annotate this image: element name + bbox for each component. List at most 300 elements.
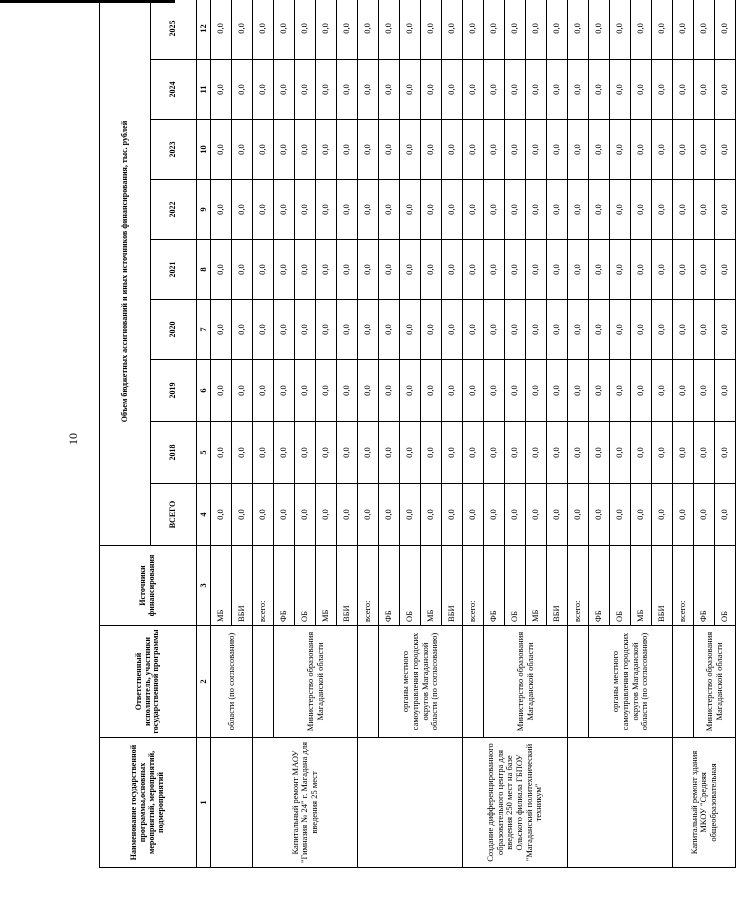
value-cell: 0,0 <box>442 422 463 484</box>
table-row <box>673 0 694 868</box>
source-cell: ВБИ <box>442 546 463 626</box>
value-cell: 0,0 <box>358 180 379 240</box>
value-cell: 0,0 <box>505 360 526 422</box>
value-cell: 0,0 <box>316 180 337 240</box>
value-cell: 0,0 <box>232 120 253 180</box>
value-cell: 0,0 <box>400 300 421 360</box>
value-cell: 0,0 <box>484 422 505 484</box>
executor-cell <box>568 626 589 738</box>
source-cell: ФБ <box>274 546 295 626</box>
value-cell: 0,0 <box>442 180 463 240</box>
value-cell: 0,0 <box>526 60 547 120</box>
header-year: 2025 <box>151 0 197 60</box>
value-cell: 0,0 <box>547 120 568 180</box>
source-cell: МБ <box>316 546 337 626</box>
value-cell: 0,0 <box>295 180 316 240</box>
value-cell: 0,0 <box>232 422 253 484</box>
value-cell: 0,0 <box>589 0 610 60</box>
table-row <box>568 0 589 868</box>
value-cell: 0,0 <box>568 484 589 546</box>
value-cell: 0,0 <box>547 422 568 484</box>
value-cell: 0,0 <box>526 360 547 422</box>
value-cell: 0,0 <box>211 300 232 360</box>
value-cell: 0,0 <box>673 422 694 484</box>
value-cell: 0,0 <box>316 60 337 120</box>
table-row <box>484 0 505 868</box>
value-cell: 0,0 <box>610 120 631 180</box>
value-cell: 0,0 <box>253 60 274 120</box>
value-cell: 0,0 <box>631 422 652 484</box>
value-cell: 0,0 <box>568 0 589 60</box>
program-name-cell <box>358 738 463 868</box>
value-cell: 0,0 <box>337 484 358 546</box>
column-number: 7 <box>197 300 211 360</box>
value-cell: 0,0 <box>211 60 232 120</box>
value-cell: 0,0 <box>295 120 316 180</box>
value-cell: 0,0 <box>484 180 505 240</box>
value-cell: 0,0 <box>295 300 316 360</box>
value-cell: 0,0 <box>442 0 463 60</box>
value-cell: 0,0 <box>715 240 736 300</box>
value-cell: 0,0 <box>484 484 505 546</box>
value-cell: 0,0 <box>589 422 610 484</box>
value-cell: 0,0 <box>610 300 631 360</box>
value-cell: 0,0 <box>568 60 589 120</box>
value-cell: 0,0 <box>358 422 379 484</box>
value-cell: 0,0 <box>253 0 274 60</box>
value-cell: 0,0 <box>673 120 694 180</box>
column-number: 6 <box>197 360 211 422</box>
value-cell: 0,0 <box>379 120 400 180</box>
value-cell: 0,0 <box>568 300 589 360</box>
value-cell: 0,0 <box>652 180 673 240</box>
source-cell: ФБ <box>484 546 505 626</box>
value-cell: 0,0 <box>442 240 463 300</box>
value-cell: 0,0 <box>463 422 484 484</box>
value-cell: 0,0 <box>715 360 736 422</box>
value-cell: 0,0 <box>631 484 652 546</box>
value-cell: 0,0 <box>211 120 232 180</box>
value-cell: 0,0 <box>316 240 337 300</box>
value-cell: 0,0 <box>631 180 652 240</box>
value-cell: 0,0 <box>673 0 694 60</box>
source-cell: ФБ <box>379 546 400 626</box>
value-cell: 0,0 <box>673 60 694 120</box>
value-cell: 0,0 <box>295 484 316 546</box>
value-cell: 0,0 <box>211 180 232 240</box>
value-cell: 0,0 <box>463 0 484 60</box>
value-cell: 0,0 <box>463 300 484 360</box>
column-number: 5 <box>197 422 211 484</box>
value-cell: 0,0 <box>547 60 568 120</box>
value-cell: 0,0 <box>694 120 715 180</box>
value-cell: 0,0 <box>484 240 505 300</box>
value-cell: 0,0 <box>715 180 736 240</box>
value-cell: 0,0 <box>442 60 463 120</box>
value-cell: 0,0 <box>505 484 526 546</box>
value-cell: 0,0 <box>442 120 463 180</box>
column-number: 9 <box>197 180 211 240</box>
value-cell: 0,0 <box>505 422 526 484</box>
value-cell: 0,0 <box>379 484 400 546</box>
value-cell: 0,0 <box>694 60 715 120</box>
value-cell: 0,0 <box>358 300 379 360</box>
value-cell: 0,0 <box>568 240 589 300</box>
value-cell: 0,0 <box>421 300 442 360</box>
source-cell: ОБ <box>715 546 736 626</box>
value-cell: 0,0 <box>379 180 400 240</box>
value-cell: 0,0 <box>484 300 505 360</box>
value-cell: 0,0 <box>358 240 379 300</box>
value-cell: 0,0 <box>631 240 652 300</box>
source-cell: ОБ <box>400 546 421 626</box>
value-cell: 0,0 <box>442 360 463 422</box>
value-cell: 0,0 <box>211 240 232 300</box>
value-cell: 0,0 <box>274 422 295 484</box>
column-number: 3 <box>197 546 211 626</box>
header-year: 2023 <box>151 120 197 180</box>
value-cell: 0,0 <box>505 300 526 360</box>
value-cell: 0,0 <box>463 180 484 240</box>
value-cell: 0,0 <box>715 484 736 546</box>
executor-cell <box>253 626 274 738</box>
value-cell: 0,0 <box>400 180 421 240</box>
value-cell: 0,0 <box>400 484 421 546</box>
value-cell: 0,0 <box>274 0 295 60</box>
table-row <box>589 0 610 868</box>
source-cell: МБ <box>526 546 547 626</box>
value-cell: 0,0 <box>505 180 526 240</box>
value-cell: 0,0 <box>652 484 673 546</box>
value-cell: 0,0 <box>274 180 295 240</box>
value-cell: 0,0 <box>589 300 610 360</box>
value-cell: 0,0 <box>316 360 337 422</box>
value-cell: 0,0 <box>253 300 274 360</box>
value-cell: 0,0 <box>316 422 337 484</box>
value-cell: 0,0 <box>232 360 253 422</box>
value-cell: 0,0 <box>379 422 400 484</box>
value-cell: 0,0 <box>673 240 694 300</box>
value-cell: 0,0 <box>589 240 610 300</box>
value-cell: 0,0 <box>442 484 463 546</box>
value-cell: 0,0 <box>232 300 253 360</box>
value-cell: 0,0 <box>421 180 442 240</box>
value-cell: 0,0 <box>337 300 358 360</box>
value-cell: 0,0 <box>211 422 232 484</box>
value-cell: 0,0 <box>379 300 400 360</box>
value-cell: 0,0 <box>421 240 442 300</box>
value-cell: 0,0 <box>232 240 253 300</box>
value-cell: 0,0 <box>547 484 568 546</box>
executor-cell <box>358 626 379 738</box>
value-cell: 0,0 <box>400 240 421 300</box>
value-cell: 0,0 <box>694 240 715 300</box>
program-name-cell: Капитальный ремонт здания МКОУ "Средняя общеобразовательная <box>673 738 736 868</box>
header-name: Наименование государственной программы,основных мероприятий, мероприятий, подмероприятий <box>100 738 197 868</box>
value-cell: 0,0 <box>463 60 484 120</box>
value-cell: 0,0 <box>694 300 715 360</box>
value-cell: 0,0 <box>484 120 505 180</box>
value-cell: 0,0 <box>337 422 358 484</box>
executor-cell: органы местного самоуправления городских округов Магаданской области (по согласованию) <box>379 626 463 738</box>
source-cell: всего: <box>253 546 274 626</box>
value-cell: 0,0 <box>568 360 589 422</box>
source-cell: ВБИ <box>547 546 568 626</box>
source-cell: ВБИ <box>337 546 358 626</box>
value-cell: 0,0 <box>526 422 547 484</box>
value-cell: 0,0 <box>358 120 379 180</box>
value-cell: 0,0 <box>547 0 568 60</box>
value-cell: 0,0 <box>610 422 631 484</box>
value-cell: 0,0 <box>715 0 736 60</box>
value-cell: 0,0 <box>421 120 442 180</box>
executor-cell: Министерство образования Магаданской области <box>274 626 358 738</box>
value-cell: 0,0 <box>589 360 610 422</box>
value-cell: 0,0 <box>253 240 274 300</box>
value-cell: 0,0 <box>631 360 652 422</box>
value-cell: 0,0 <box>694 484 715 546</box>
value-cell: 0,0 <box>253 360 274 422</box>
value-cell: 0,0 <box>274 120 295 180</box>
executor-cell: области (по согласованию) <box>211 626 253 738</box>
value-cell: 0,0 <box>526 0 547 60</box>
value-cell: 0,0 <box>631 120 652 180</box>
value-cell: 0,0 <box>715 120 736 180</box>
value-cell: 0,0 <box>295 422 316 484</box>
table-row <box>379 0 400 868</box>
value-cell: 0,0 <box>505 0 526 60</box>
header-year: 2022 <box>151 180 197 240</box>
value-cell: 0,0 <box>589 60 610 120</box>
table-row <box>211 0 232 868</box>
value-cell: 0,0 <box>463 240 484 300</box>
value-cell: 0,0 <box>232 484 253 546</box>
value-cell: 0,0 <box>526 120 547 180</box>
source-cell: МБ <box>211 546 232 626</box>
value-cell: 0,0 <box>589 484 610 546</box>
value-cell: 0,0 <box>358 60 379 120</box>
value-cell: 0,0 <box>715 422 736 484</box>
value-cell: 0,0 <box>232 180 253 240</box>
value-cell: 0,0 <box>463 120 484 180</box>
column-number: 4 <box>197 484 211 546</box>
value-cell: 0,0 <box>421 0 442 60</box>
header-source: Источники финансирования <box>100 546 197 626</box>
value-cell: 0,0 <box>421 360 442 422</box>
value-cell: 0,0 <box>442 300 463 360</box>
value-cell: 0,0 <box>673 360 694 422</box>
source-cell: ОБ <box>610 546 631 626</box>
value-cell: 0,0 <box>337 180 358 240</box>
header-executor: Ответственный исполнитель, участники государственной программы <box>100 626 197 738</box>
value-cell: 0,0 <box>484 360 505 422</box>
executor-cell: Министерство образования Магаданской области <box>484 626 568 738</box>
value-cell: 0,0 <box>337 0 358 60</box>
header-volume: Объем бюджетных ассигнований и иных источников финансирования, тыс. рублей <box>100 0 151 546</box>
value-cell: 0,0 <box>547 300 568 360</box>
source-cell: всего: <box>463 546 484 626</box>
value-cell: 0,0 <box>337 60 358 120</box>
value-cell: 0,0 <box>274 240 295 300</box>
value-cell: 0,0 <box>274 360 295 422</box>
value-cell: 0,0 <box>379 60 400 120</box>
value-cell: 0,0 <box>694 422 715 484</box>
value-cell: 0,0 <box>274 300 295 360</box>
value-cell: 0,0 <box>232 60 253 120</box>
value-cell: 0,0 <box>505 240 526 300</box>
value-cell: 0,0 <box>547 240 568 300</box>
value-cell: 0,0 <box>400 360 421 422</box>
source-cell: всего: <box>673 546 694 626</box>
value-cell: 0,0 <box>526 240 547 300</box>
value-cell: 0,0 <box>421 484 442 546</box>
column-number: 10 <box>197 120 211 180</box>
value-cell: 0,0 <box>484 0 505 60</box>
value-cell: 0,0 <box>610 484 631 546</box>
column-number: 12 <box>197 0 211 60</box>
source-cell: ОБ <box>505 546 526 626</box>
header-year: 2018 <box>151 422 197 484</box>
value-cell: 0,0 <box>610 240 631 300</box>
value-cell: 0,0 <box>379 0 400 60</box>
value-cell: 0,0 <box>673 300 694 360</box>
value-cell: 0,0 <box>232 0 253 60</box>
value-cell: 0,0 <box>379 240 400 300</box>
value-cell: 0,0 <box>568 422 589 484</box>
value-cell: 0,0 <box>253 180 274 240</box>
value-cell: 0,0 <box>358 484 379 546</box>
executor-cell: органы местного самоуправления городских округов Магаданской области (по согласованию) <box>589 626 673 738</box>
value-cell: 0,0 <box>400 422 421 484</box>
value-cell: 0,0 <box>610 180 631 240</box>
value-cell: 0,0 <box>274 60 295 120</box>
program-name-cell: Капитальный ремонт МАОУ "Гимназия № 24" г. Магадана для введения 25 мест <box>253 738 358 868</box>
page-number: 10 <box>66 433 80 445</box>
value-cell: 0,0 <box>484 60 505 120</box>
source-cell: всего: <box>358 546 379 626</box>
value-cell: 0,0 <box>652 422 673 484</box>
value-cell: 0,0 <box>652 60 673 120</box>
table-row <box>694 0 715 868</box>
value-cell: 0,0 <box>463 484 484 546</box>
value-cell: 0,0 <box>316 300 337 360</box>
value-cell: 0,0 <box>526 180 547 240</box>
program-name-cell: Создание дифференцированного образовательного центра для введения 250 мест на базе Ольского филиала ГБПОУ "Магаданский политехнический техникум" <box>463 738 568 868</box>
value-cell: 0,0 <box>610 0 631 60</box>
header-year: 2021 <box>151 240 197 300</box>
program-name-cell <box>568 738 673 868</box>
header-total: ВСЕГО <box>151 484 197 546</box>
value-cell: 0,0 <box>337 360 358 422</box>
value-cell: 0,0 <box>211 360 232 422</box>
value-cell: 0,0 <box>295 240 316 300</box>
value-cell: 0,0 <box>274 484 295 546</box>
value-cell: 0,0 <box>505 60 526 120</box>
column-number: 1 <box>197 738 211 868</box>
value-cell: 0,0 <box>715 60 736 120</box>
value-cell: 0,0 <box>295 60 316 120</box>
financing-table <box>99 0 736 868</box>
value-cell: 0,0 <box>715 300 736 360</box>
value-cell: 0,0 <box>400 0 421 60</box>
table-row <box>274 0 295 868</box>
value-cell: 0,0 <box>337 240 358 300</box>
value-cell: 0,0 <box>652 360 673 422</box>
value-cell: 0,0 <box>652 240 673 300</box>
value-cell: 0,0 <box>568 180 589 240</box>
source-cell: ФБ <box>694 546 715 626</box>
source-cell: ОБ <box>295 546 316 626</box>
header-year: 2024 <box>151 60 197 120</box>
value-cell: 0,0 <box>673 484 694 546</box>
value-cell: 0,0 <box>568 120 589 180</box>
source-cell: всего: <box>568 546 589 626</box>
header-year: 2020 <box>151 300 197 360</box>
column-number: 2 <box>197 626 211 738</box>
value-cell: 0,0 <box>631 0 652 60</box>
value-cell: 0,0 <box>547 180 568 240</box>
executor-cell <box>673 626 694 738</box>
value-cell: 0,0 <box>547 360 568 422</box>
value-cell: 0,0 <box>673 180 694 240</box>
source-cell: МБ <box>631 546 652 626</box>
header-year: 2019 <box>151 360 197 422</box>
value-cell: 0,0 <box>400 120 421 180</box>
value-cell: 0,0 <box>337 120 358 180</box>
source-cell: ФБ <box>589 546 610 626</box>
column-number: 8 <box>197 240 211 300</box>
value-cell: 0,0 <box>526 300 547 360</box>
value-cell: 0,0 <box>253 422 274 484</box>
table-row <box>358 0 379 868</box>
value-cell: 0,0 <box>463 360 484 422</box>
value-cell: 0,0 <box>589 180 610 240</box>
value-cell: 0,0 <box>631 60 652 120</box>
value-cell: 0,0 <box>316 120 337 180</box>
value-cell: 0,0 <box>610 60 631 120</box>
value-cell: 0,0 <box>211 0 232 60</box>
value-cell: 0,0 <box>295 360 316 422</box>
value-cell: 0,0 <box>358 0 379 60</box>
executor-cell: Министерство образования Магаданской области <box>694 626 736 738</box>
value-cell: 0,0 <box>694 360 715 422</box>
value-cell: 0,0 <box>526 484 547 546</box>
value-cell: 0,0 <box>211 484 232 546</box>
value-cell: 0,0 <box>421 60 442 120</box>
executor-cell <box>463 626 484 738</box>
value-cell: 0,0 <box>652 0 673 60</box>
value-cell: 0,0 <box>379 360 400 422</box>
value-cell: 0,0 <box>694 0 715 60</box>
rotated-table-container <box>99 0 730 868</box>
source-cell: ВБИ <box>652 546 673 626</box>
value-cell: 0,0 <box>610 360 631 422</box>
value-cell: 0,0 <box>316 0 337 60</box>
column-number: 11 <box>197 60 211 120</box>
value-cell: 0,0 <box>421 422 442 484</box>
value-cell: 0,0 <box>652 120 673 180</box>
value-cell: 0,0 <box>694 180 715 240</box>
value-cell: 0,0 <box>589 120 610 180</box>
value-cell: 0,0 <box>253 120 274 180</box>
value-cell: 0,0 <box>295 0 316 60</box>
table-row <box>253 0 274 868</box>
program-name-cell <box>211 738 253 868</box>
source-cell: МБ <box>421 546 442 626</box>
value-cell: 0,0 <box>400 60 421 120</box>
value-cell: 0,0 <box>316 484 337 546</box>
value-cell: 0,0 <box>358 360 379 422</box>
